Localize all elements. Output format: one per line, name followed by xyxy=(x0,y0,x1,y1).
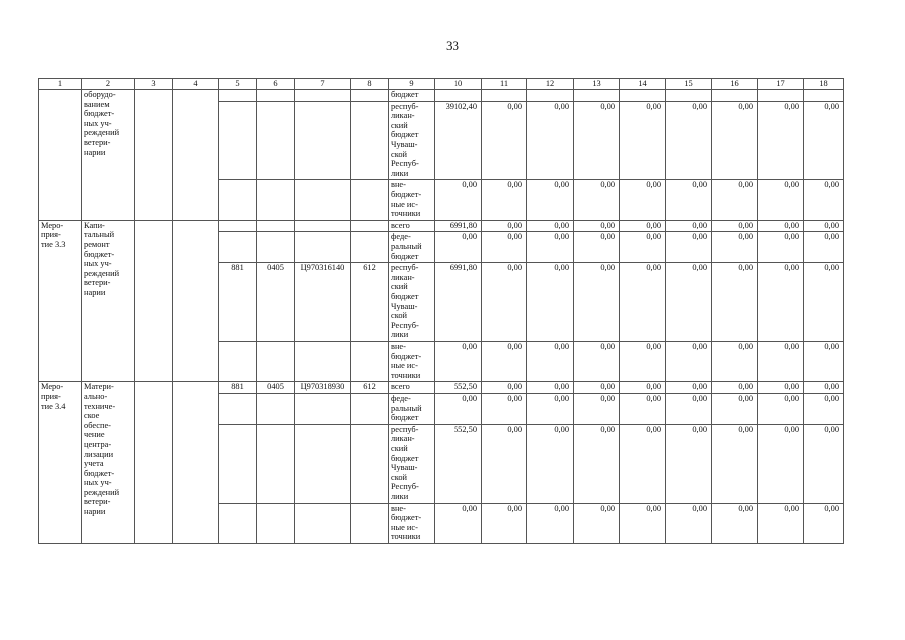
amount-cell: 0,00 xyxy=(666,503,712,543)
amount-cell: 0,00 xyxy=(758,263,804,342)
amount-cell: 0,00 xyxy=(712,341,758,381)
activity-name xyxy=(39,90,82,221)
amount-cell: 0,00 xyxy=(758,180,804,220)
amount-cell: 0,00 xyxy=(620,232,666,263)
expense-type-code xyxy=(351,341,389,381)
amount-cell: 0,00 xyxy=(712,393,758,424)
amount-cell: 0,00 xyxy=(482,220,527,232)
table-row xyxy=(39,382,844,394)
amount-cell: 0,00 xyxy=(620,220,666,232)
amount-cell: 0,00 xyxy=(804,341,844,381)
target-article-code xyxy=(295,232,351,263)
target-article-code: Ц970318930 xyxy=(295,382,351,394)
expense-type-code xyxy=(351,424,389,503)
table-body xyxy=(39,79,844,544)
column-header: 8 xyxy=(351,79,389,90)
funding-source: феде- ральный бюджет xyxy=(389,232,435,263)
col3-cell xyxy=(135,90,173,221)
funding-source: вне- бюджет- ные ис- точники xyxy=(389,341,435,381)
grbs-code xyxy=(219,90,257,102)
amount-cell: 0,00 xyxy=(620,101,666,180)
funding-source: вне- бюджет- ные ис- точники xyxy=(389,180,435,220)
amount-cell: 0,00 xyxy=(527,341,574,381)
amount-cell xyxy=(482,90,527,102)
target-article-code xyxy=(295,393,351,424)
funding-source: феде- ральный бюджет xyxy=(389,393,435,424)
amount-cell: 0,00 xyxy=(620,382,666,394)
target-article-code xyxy=(295,424,351,503)
table-row xyxy=(39,90,844,102)
column-header: 3 xyxy=(135,79,173,90)
amount-cell: 0,00 xyxy=(620,503,666,543)
column-header: 2 xyxy=(82,79,135,90)
funding-source: всего xyxy=(389,382,435,394)
amount-cell: 0,00 xyxy=(574,393,620,424)
amount-cell: 0,00 xyxy=(527,232,574,263)
funding-source: всего xyxy=(389,220,435,232)
amount-cell: 0,00 xyxy=(666,382,712,394)
amount-cell: 0,00 xyxy=(712,263,758,342)
expense-type-code xyxy=(351,220,389,232)
column-header: 12 xyxy=(527,79,574,90)
table-row xyxy=(39,220,844,232)
amount-cell: 0,00 xyxy=(712,101,758,180)
amount-cell: 0,00 xyxy=(482,232,527,263)
amount-cell: 0,00 xyxy=(804,424,844,503)
funding-source: респуб- ликан- ский бюджет Чуваш- ской Респуб- лики xyxy=(389,101,435,180)
section-code xyxy=(257,232,295,263)
expense-type-code: 612 xyxy=(351,263,389,342)
amount-cell: 0,00 xyxy=(804,503,844,543)
section-code: 0405 xyxy=(257,382,295,394)
amount-cell: 0,00 xyxy=(804,101,844,180)
funding-source: вне- бюджет- ные ис- точники xyxy=(389,503,435,543)
section-code xyxy=(257,220,295,232)
amount-cell: 0,00 xyxy=(666,101,712,180)
expense-type-code: 612 xyxy=(351,382,389,394)
amount-cell: 0,00 xyxy=(758,382,804,394)
amount-cell: 0,00 xyxy=(527,180,574,220)
grbs-code xyxy=(219,393,257,424)
grbs-code: 881 xyxy=(219,382,257,394)
grbs-code xyxy=(219,101,257,180)
amount-cell: 0,00 xyxy=(712,220,758,232)
column-header: 16 xyxy=(712,79,758,90)
amount-cell: 0,00 xyxy=(666,424,712,503)
amount-cell: 0,00 xyxy=(712,382,758,394)
amount-cell: 0,00 xyxy=(620,424,666,503)
amount-cell: 0,00 xyxy=(712,424,758,503)
column-header: 9 xyxy=(389,79,435,90)
column-header: 11 xyxy=(482,79,527,90)
amount-cell: 0,00 xyxy=(482,101,527,180)
column-header: 10 xyxy=(435,79,482,90)
amount-cell: 0,00 xyxy=(574,503,620,543)
amount-cell: 0,00 xyxy=(574,232,620,263)
col3-cell xyxy=(135,220,173,382)
funding-source: бюджет xyxy=(389,90,435,102)
amount-cell: 0,00 xyxy=(482,180,527,220)
amount-cell: 0,00 xyxy=(620,180,666,220)
amount-cell xyxy=(574,90,620,102)
amount-cell: 0,00 xyxy=(804,393,844,424)
col4-cell xyxy=(173,220,219,382)
column-header: 14 xyxy=(620,79,666,90)
amount-cell: 0,00 xyxy=(435,341,482,381)
amount-cell: 0,00 xyxy=(804,382,844,394)
expense-type-code xyxy=(351,180,389,220)
amount-cell: 0,00 xyxy=(574,263,620,342)
target-article-code xyxy=(295,341,351,381)
amount-cell: 0,00 xyxy=(482,263,527,342)
column-header: 17 xyxy=(758,79,804,90)
amount-cell: 0,00 xyxy=(666,232,712,263)
amount-cell: 0,00 xyxy=(527,382,574,394)
grbs-code xyxy=(219,503,257,543)
col4-cell xyxy=(173,382,219,544)
section-code xyxy=(257,341,295,381)
expense-type-code xyxy=(351,503,389,543)
grbs-code xyxy=(219,341,257,381)
amount-cell: 0,00 xyxy=(666,341,712,381)
amount-cell: 0,00 xyxy=(574,382,620,394)
col3-cell xyxy=(135,382,173,544)
amount-cell: 0,00 xyxy=(435,180,482,220)
amount-cell: 0,00 xyxy=(620,393,666,424)
section-code: 0405 xyxy=(257,263,295,342)
expense-type-code xyxy=(351,101,389,180)
column-header: 18 xyxy=(804,79,844,90)
grbs-code xyxy=(219,232,257,263)
amount-cell xyxy=(620,90,666,102)
amount-cell: 0,00 xyxy=(712,503,758,543)
target-article-code: Ц970316140 xyxy=(295,263,351,342)
amount-cell: 0,00 xyxy=(527,424,574,503)
amount-cell: 0,00 xyxy=(712,180,758,220)
amount-cell xyxy=(758,90,804,102)
expense-type-code xyxy=(351,393,389,424)
amount-cell xyxy=(804,90,844,102)
amount-cell: 0,00 xyxy=(804,180,844,220)
amount-cell: 0,00 xyxy=(527,393,574,424)
amount-cell: 0,00 xyxy=(758,101,804,180)
activity-name: Меро- прия- тие 3.4 xyxy=(39,382,82,544)
target-article-code xyxy=(295,180,351,220)
amount-cell: 0,00 xyxy=(527,263,574,342)
amount-cell: 0,00 xyxy=(758,503,804,543)
target-article-code xyxy=(295,101,351,180)
amount-cell: 0,00 xyxy=(527,503,574,543)
amount-cell: 0,00 xyxy=(666,263,712,342)
column-header: 5 xyxy=(219,79,257,90)
amount-cell: 0,00 xyxy=(804,220,844,232)
amount-cell: 0,00 xyxy=(666,220,712,232)
grbs-code: 881 xyxy=(219,263,257,342)
section-code xyxy=(257,101,295,180)
amount-cell: 0,00 xyxy=(482,424,527,503)
amount-cell: 0,00 xyxy=(758,341,804,381)
amount-cell: 0,00 xyxy=(435,503,482,543)
grbs-code xyxy=(219,220,257,232)
amount-cell: 0,00 xyxy=(527,220,574,232)
column-header: 15 xyxy=(666,79,712,90)
amount-cell: 0,00 xyxy=(482,503,527,543)
amount-cell: 0,00 xyxy=(574,341,620,381)
expense-type-code xyxy=(351,90,389,102)
amount-cell: 0,00 xyxy=(574,220,620,232)
amount-cell: 0,00 xyxy=(804,232,844,263)
amount-cell: 0,00 xyxy=(574,101,620,180)
amount-cell: 0,00 xyxy=(758,424,804,503)
activity-name: Меро- прия- тие 3.3 xyxy=(39,220,82,382)
column-header: 6 xyxy=(257,79,295,90)
funding-source: респуб- ликан- ский бюджет Чуваш- ской Респуб- лики xyxy=(389,424,435,503)
amount-cell: 0,00 xyxy=(758,232,804,263)
amount-cell xyxy=(435,90,482,102)
funding-source: респуб- ликан- ский бюджет Чуваш- ской Респуб- лики xyxy=(389,263,435,342)
amount-cell: 6991,80 xyxy=(435,220,482,232)
target-article-code xyxy=(295,503,351,543)
grbs-code xyxy=(219,180,257,220)
activity-description: оборудо- ванием бюджет- ных уч- реждений ветери- нарии xyxy=(82,90,135,221)
amount-cell: 0,00 xyxy=(482,382,527,394)
amount-cell: 0,00 xyxy=(482,393,527,424)
col4-cell xyxy=(173,90,219,221)
amount-cell xyxy=(666,90,712,102)
amount-cell: 0,00 xyxy=(527,101,574,180)
column-header: 1 xyxy=(39,79,82,90)
section-code xyxy=(257,424,295,503)
amount-cell: 0,00 xyxy=(574,424,620,503)
amount-cell: 0,00 xyxy=(666,393,712,424)
amount-cell: 39102,40 xyxy=(435,101,482,180)
column-header: 13 xyxy=(574,79,620,90)
section-code xyxy=(257,393,295,424)
expense-type-code xyxy=(351,232,389,263)
amount-cell: 0,00 xyxy=(804,263,844,342)
amount-cell: 6991,80 xyxy=(435,263,482,342)
header-row xyxy=(39,79,844,90)
amount-cell: 0,00 xyxy=(712,232,758,263)
amount-cell: 552,50 xyxy=(435,424,482,503)
section-code xyxy=(257,90,295,102)
amount-cell: 0,00 xyxy=(666,180,712,220)
amount-cell: 0,00 xyxy=(620,263,666,342)
section-code xyxy=(257,503,295,543)
target-article-code xyxy=(295,220,351,232)
activity-description: Капи- тальный ремонт бюджет- ных уч- реждений ветери- нарии xyxy=(82,220,135,382)
amount-cell: 0,00 xyxy=(482,341,527,381)
amount-cell: 0,00 xyxy=(574,180,620,220)
amount-cell: 0,00 xyxy=(758,393,804,424)
amount-cell xyxy=(527,90,574,102)
amount-cell: 552,50 xyxy=(435,382,482,394)
amount-cell: 0,00 xyxy=(758,220,804,232)
column-header: 7 xyxy=(295,79,351,90)
column-header: 4 xyxy=(173,79,219,90)
target-article-code xyxy=(295,90,351,102)
budget-table xyxy=(38,78,844,544)
amount-cell: 0,00 xyxy=(435,393,482,424)
amount-cell xyxy=(712,90,758,102)
amount-cell: 0,00 xyxy=(620,341,666,381)
amount-cell: 0,00 xyxy=(435,232,482,263)
activity-description: Матери- ально- техниче- ское обеспе- чение центра- лизации учета бюджет- ных уч- реждений ветери- нарии xyxy=(82,382,135,544)
page-number: 33 xyxy=(446,38,459,53)
section-code xyxy=(257,180,295,220)
grbs-code xyxy=(219,424,257,503)
